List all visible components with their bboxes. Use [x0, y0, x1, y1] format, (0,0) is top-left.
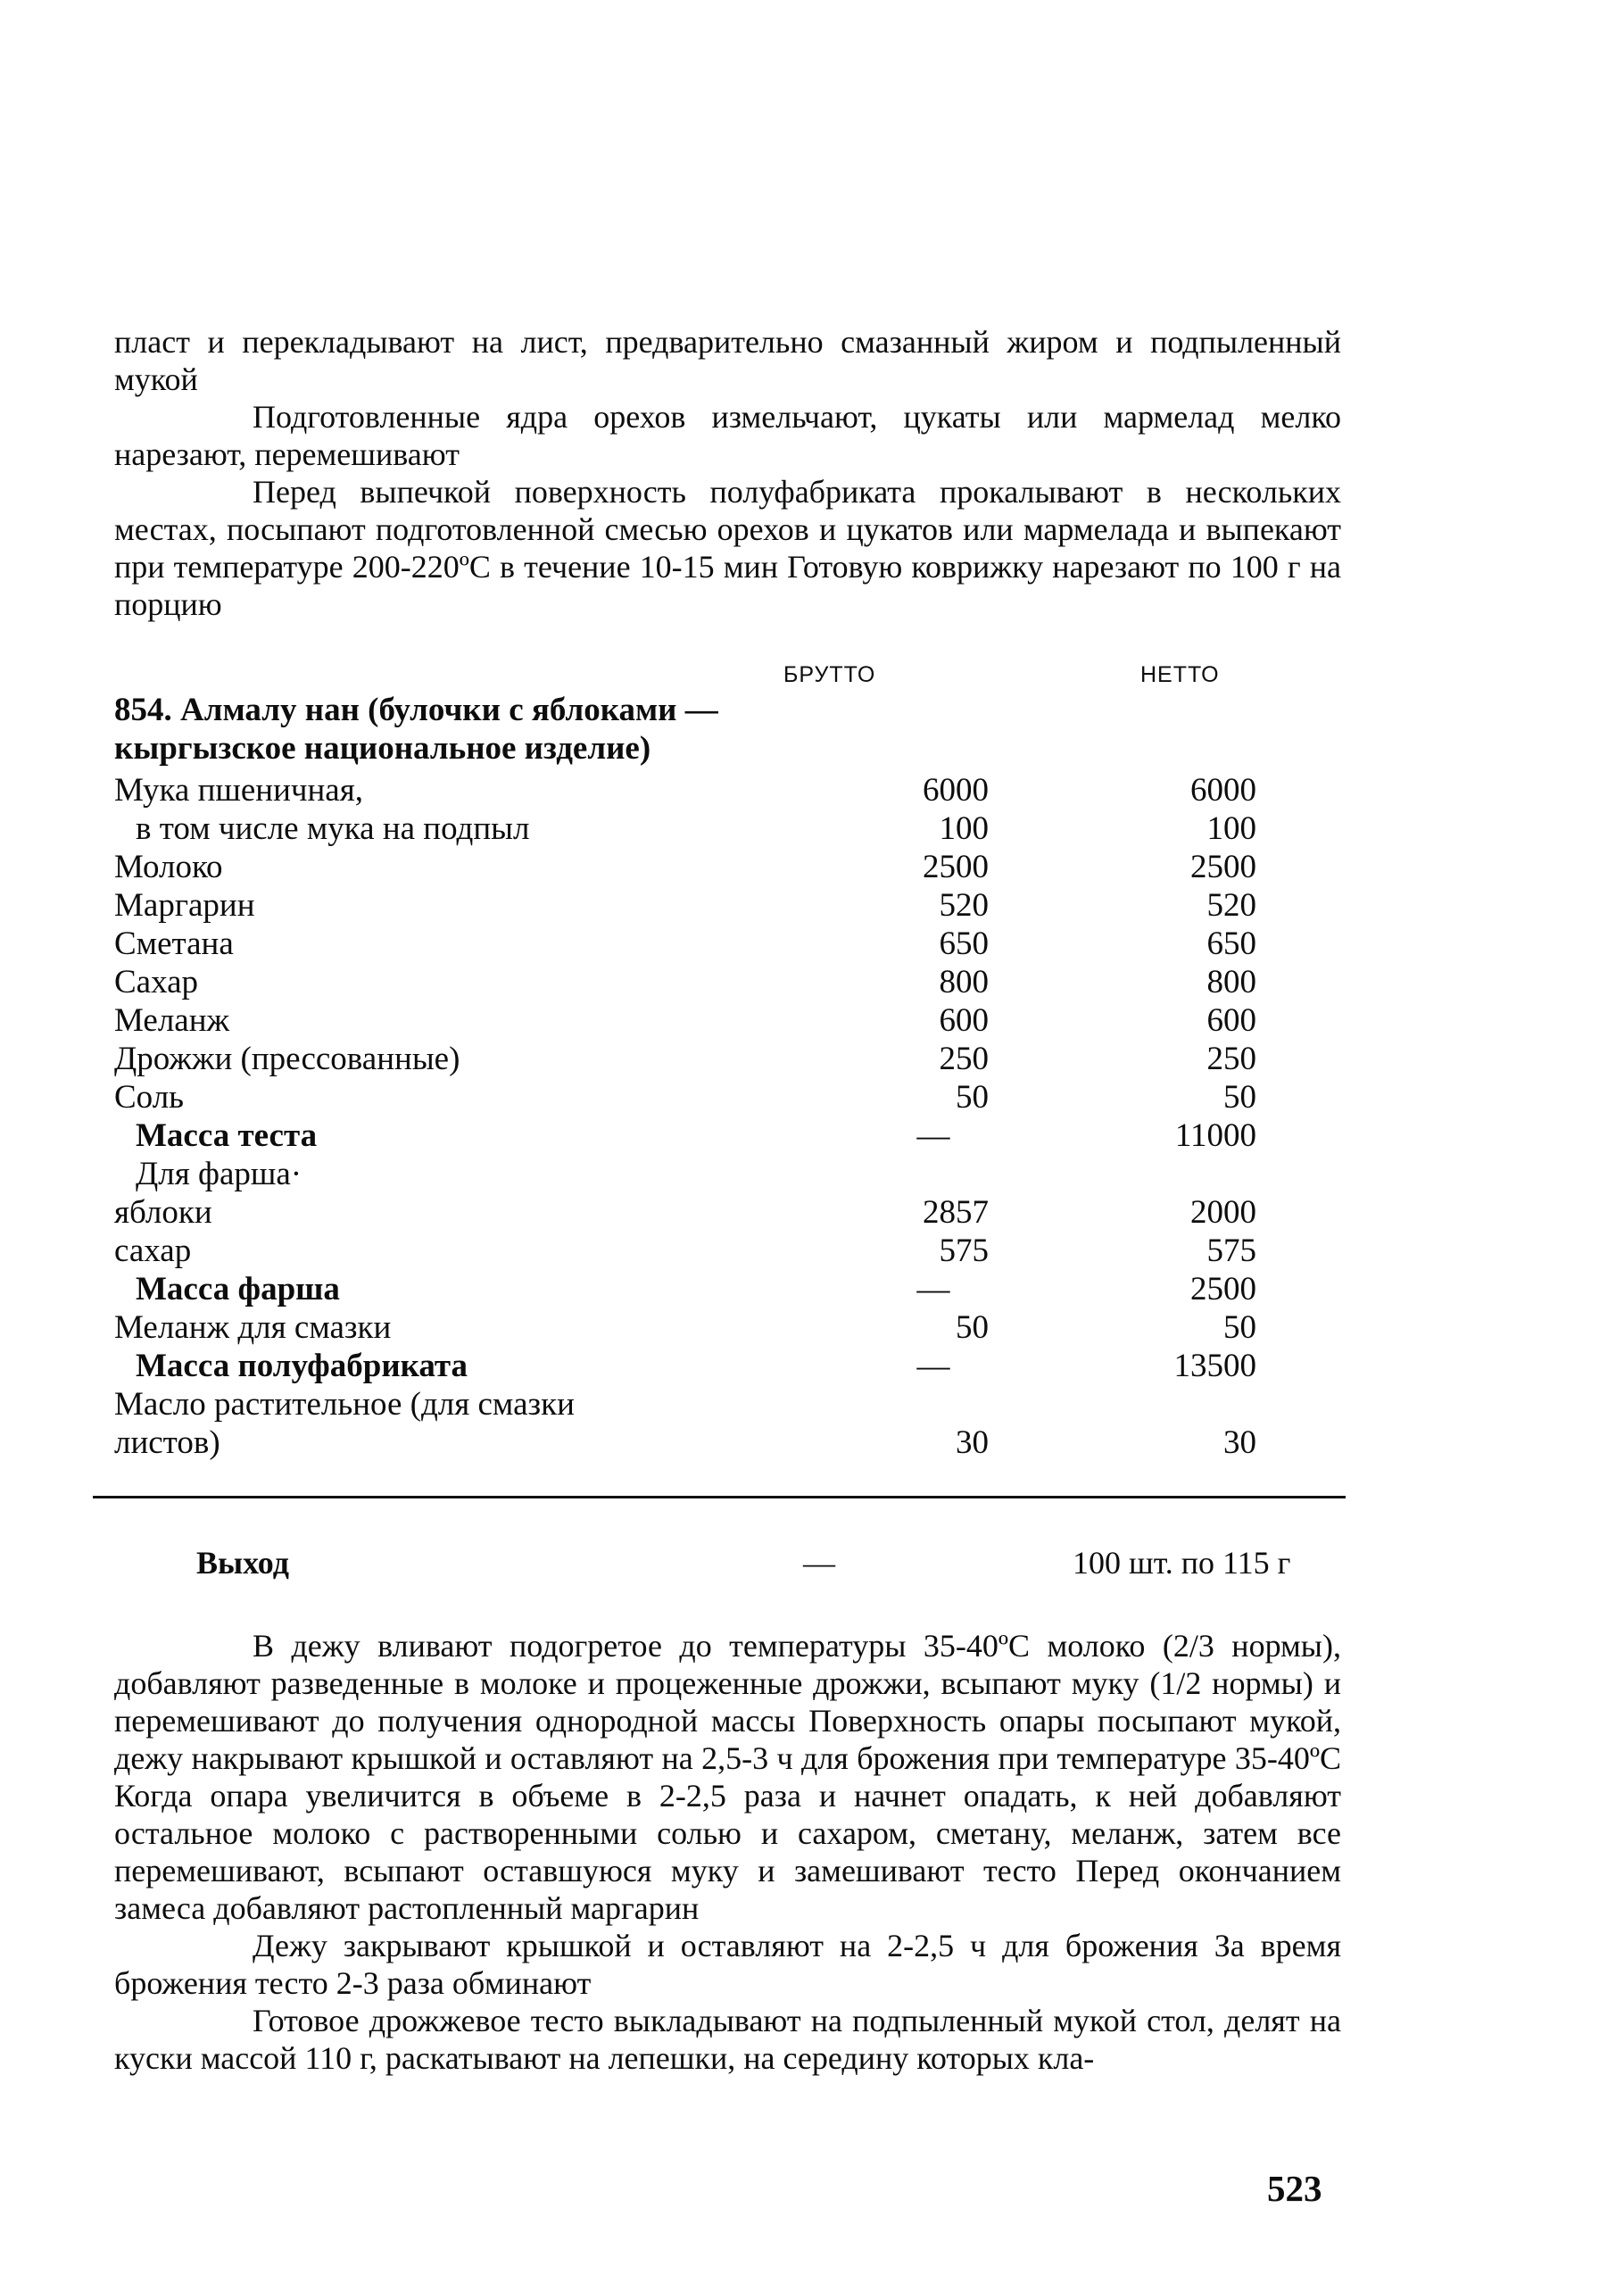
ingredient-name: Масло растительное (для смазки: [114, 1386, 575, 1423]
brutto-value: 650: [939, 926, 989, 962]
yield-brutto: —: [803, 1545, 835, 1581]
ingredient-name: Масса полуфабриката: [136, 1348, 468, 1384]
table-row: [114, 1308, 1256, 1347]
brutto-value: 800: [939, 964, 989, 1000]
ingredient-name: Мука пшеничная,: [114, 772, 363, 809]
ingredient-name: Маргарин: [114, 887, 255, 924]
brutto-value: 250: [939, 1041, 989, 1077]
table-row: [114, 925, 1256, 963]
brutto-value: 2500: [923, 849, 989, 885]
brutto-value: 575: [939, 1233, 989, 1269]
ingredient-name: листов): [114, 1424, 220, 1461]
netto-value: 2000: [1190, 1194, 1256, 1231]
method-paragraph-3: [114, 2002, 1341, 2077]
ingredient-name: Молоко: [114, 849, 223, 885]
table-divider: [93, 1496, 1346, 1498]
netto-value: 575: [1206, 1233, 1256, 1269]
yield-netto: 100 шт. по 115 г: [1073, 1545, 1291, 1581]
brutto-value: —: [916, 1271, 950, 1307]
brutto-value: —: [916, 1348, 950, 1384]
ingredient-name: Соль: [114, 1079, 185, 1116]
netto-value: 30: [1223, 1424, 1256, 1461]
yield-label: Выход: [196, 1545, 289, 1581]
ingredient-name: Сметана: [114, 926, 234, 962]
brutto-value: 2857: [923, 1194, 989, 1231]
method-paragraph-1-text: В дежу вливают подогретое до температуры 35-40ºС молоко (2/3 нормы), добавляют разведенные в молоке и процеженные дрожжи, всыпают муку (1/2 нормы) и перемешивают до получения однородной массы Поверхность опары посыпают мукой, дежу накрывают крышкой и оставляют на 2,5-3 ч для брожения при температуре 35-40ºС Когда опара увеличится в объеме в 2-2,5 раза и начнет опадать, к ней добавляют остальное молоко с растворенными солью и сахаром, сметану, меланж, затем все перемешивают, всыпают оставшуюся муку и замешивают тесто Перед окончанием замеса добавляют растопленный маргарин: [114, 1628, 1341, 1926]
table-row: [114, 1116, 1256, 1155]
table-row: [114, 1385, 1256, 1424]
table-row: [114, 1001, 1256, 1040]
netto-value: 520: [1206, 887, 1256, 924]
method-paragraph-3-text: Готовое дрожжевое тесто выкладывают на подпыленный мукой стол, делят на куски массой 110 г, раскатывают на лепешки, на середину которых кла-: [114, 2003, 1341, 2076]
netto-value: 2500: [1190, 1271, 1256, 1307]
intro-paragraph-2: [114, 398, 1341, 473]
brutto-value: 520: [939, 887, 989, 924]
brutto-value: 50: [956, 1079, 989, 1116]
ingredient-name: Дрожжи (прессованные): [114, 1041, 460, 1077]
intro-paragraph-1: пласт и перекладывают на лист, предварительно смазанный жиром и подпыленный мукой: [114, 324, 1341, 397]
recipe-title: 854. Алмалу нан (булочки с яблоками — кыргызское национальное изделие): [114, 692, 718, 767]
ingredient-name: яблоки: [114, 1194, 212, 1231]
netto-value: 13500: [1173, 1348, 1256, 1384]
netto-value: 600: [1206, 1002, 1256, 1039]
ingredient-name: сахар: [114, 1233, 192, 1269]
method-text: [114, 1627, 1341, 2077]
brutto-value: 6000: [923, 772, 989, 809]
method-paragraph-2: [114, 1927, 1341, 2002]
table-row: [114, 1193, 1256, 1232]
netto-column-header: НЕТТО: [1140, 662, 1220, 687]
table-row: [114, 771, 1256, 809]
ingredients-table: [114, 771, 1256, 1462]
table-row: [114, 809, 1256, 848]
ingredient-name: Масса фарша: [136, 1271, 340, 1307]
ingredient-name: Для фарша·: [136, 1156, 302, 1192]
ingredient-name: Меланж: [114, 1002, 230, 1039]
table-row: [114, 1040, 1256, 1078]
ingredient-name: Масса теста: [136, 1117, 318, 1154]
netto-value: 650: [1206, 926, 1256, 962]
table-row: [114, 1347, 1256, 1385]
intro-text: [114, 323, 1341, 623]
netto-value: 11000: [1174, 1117, 1256, 1154]
intro-paragraph-3-text: Перед выпечкой поверхность полуфабриката прокалывают в нескольких местах, посыпают подготовленной смесью орехов и цукатов или мармелада и выпекают при температуре 200-220ºС в течение 10-15 мин Готовую коврижку нарезают по 100 г на порцию: [114, 474, 1341, 622]
table-row: [114, 963, 1256, 1001]
netto-value: 800: [1206, 964, 1256, 1000]
netto-value: 50: [1223, 1309, 1256, 1346]
netto-value: 100: [1206, 810, 1256, 847]
intro-paragraph-3: [114, 473, 1341, 623]
table-row: [114, 1078, 1256, 1116]
netto-value: 6000: [1190, 772, 1256, 809]
brutto-value: 100: [939, 810, 989, 847]
table-row: [114, 848, 1256, 886]
netto-value: 2500: [1190, 849, 1256, 885]
table-row: [114, 886, 1256, 925]
method-paragraph-2-text: Дежу закрывают крышкой и оставляют на 2-2,5 ч для брожения За время брожения тесто 2-3 раза обминают: [114, 1928, 1341, 2001]
netto-value: 50: [1223, 1079, 1256, 1116]
method-paragraph-1: [114, 1627, 1341, 1927]
brutto-value: 50: [956, 1309, 989, 1346]
table-row: [114, 1424, 1256, 1462]
ingredient-name: Меланж для смазки: [114, 1309, 392, 1346]
page-number: 523: [1267, 2168, 1322, 2209]
brutto-value: 600: [939, 1002, 989, 1039]
table-row: [114, 1232, 1256, 1270]
brutto-value: 30: [956, 1424, 989, 1461]
ingredient-name: в том числе мука на подпыл: [136, 810, 530, 847]
brutto-value: —: [916, 1117, 950, 1154]
table-row: [114, 1270, 1256, 1308]
ingredient-name: Сахар: [114, 964, 199, 1000]
table-row: [114, 1155, 1256, 1193]
brutto-column-header: БРУТТО: [783, 662, 876, 687]
netto-value: 250: [1206, 1041, 1256, 1077]
intro-paragraph-2-text: Подготовленные ядра орехов измельчают, цукаты или мармелад мелко нарезают, перемешивают: [114, 399, 1341, 472]
